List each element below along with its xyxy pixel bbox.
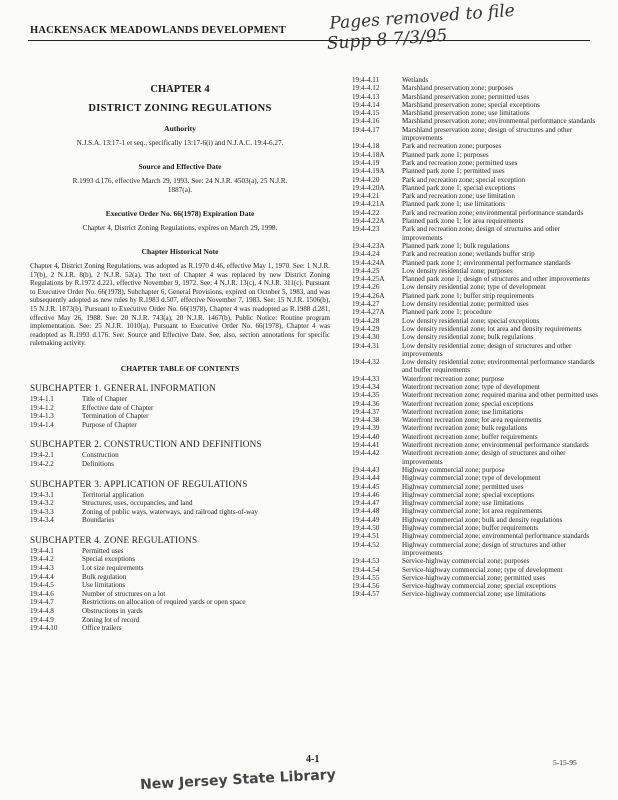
section-number: 19:4-4.45 [352,482,380,491]
toc-entry [352,524,602,532]
section-title: Planned park zone 1; special exceptions [402,183,516,192]
section-number: 19:4-4.12 [352,84,380,93]
toc-entry [352,109,602,117]
section-number: 19:4-4.27 [352,300,380,309]
toc-entry [30,564,330,573]
section-title: Low density residential zone; environmental performance standards and buffer requirements [402,358,595,375]
section-number: 19:4-4.9 [30,615,54,624]
section-title: Low density residential zone; lot area and density requirements [402,324,582,333]
section-title: Waterfront recreation zone; purpose [402,374,505,383]
toc-entry [352,76,602,84]
section-number: 19:4-4.41 [352,441,380,450]
section-number: 19:4-4.13 [352,92,380,101]
section-title: Service-highway commercial zone; use limitations [402,590,546,599]
authority-text: N.J.S.A. 13:17-1 et seq., specifically 13:17-6(i) and N.J.A.C. 19:4-6.27. [76,139,284,147]
toc-entry [352,225,602,242]
section-title: Low density residential zone; purposes [402,266,513,275]
section-number: 19:4-4.22A [352,217,385,226]
section-title: Marshland preservation zone; environmental performance standards [402,117,596,126]
toc-entry [352,308,602,316]
section-number: 19:4-4.19 [352,158,380,167]
section-number: 19:4-4.15 [352,109,380,118]
subchapter-items [30,547,330,633]
section-title: Lot size requirements [82,564,144,573]
toc-entry [352,101,602,109]
section-number: 19:4-2.1 [30,451,54,460]
toc-entry [30,412,330,421]
section-number: 19:4-4.35 [352,391,380,400]
section-number: 19:4-4.22 [352,208,380,217]
section-title: Structures, uses, occupancies, and land [82,499,193,508]
section-number: 19:4-4.25A [352,275,385,284]
section-number: 19:4-4.26A [352,291,385,300]
section-title: Termination of Chapter [82,412,149,421]
section-number: 19:4-1.2 [30,403,54,412]
section-number: 19:4-4.40 [352,432,380,441]
section-number: 19:4-4.43 [352,465,380,474]
toc-entry [352,408,602,416]
section-title: Waterfront recreation zone; use limitations [402,407,524,416]
eo-text: Chapter 4, District Zoning Regulations, expires on March 29, 1998. [82,224,278,232]
section-title: Obstructions in yards [82,607,143,616]
handwritten-note-line1: Pages removed to file [328,0,516,34]
section-title: Permitted uses [82,546,124,555]
toc-entry [352,242,602,250]
subchapter-heading: SUBCHAPTER 1. GENERAL INFORMATION [30,382,216,393]
toc-entry [352,416,602,424]
toc-entry [352,342,602,359]
toc-entry [352,292,602,300]
toc-entry [352,209,602,217]
section-title: Low density residential zone; bulk regulations [402,333,534,342]
section-title: Waterfront recreation zone; environmental performance standards [402,441,589,450]
section-title: Waterfront recreation zone; special exceptions [402,399,534,408]
section-number: 19:4-4.57 [352,590,380,599]
section-title: Highway commercial zone; design of structures and other improvements [402,540,567,557]
section-number: 19:4-3.4 [30,516,54,525]
section-title: Planned park zone 1; use limitations [402,200,506,209]
toc-entry [352,325,602,333]
chapter-title: DISTRICT ZONING REGULATIONS [88,103,272,114]
section-number: 19:4-4.54 [352,565,380,574]
history-text: Chapter 4, District Zoning Regulations, was adopted as R.1970 d.46, effective May 1, 1970. See: 1 N.J.R. 17(b), 2 N.J.R. 8(b), 2 N.J.R. 52(a). The text of Chapter 4 was replaced by new District Zoning Regulations by R.1972 d.221, effective November 9, 1972. See: 4 N.J.R. 13(c), 4 N.J.R. 311(c). Pursuant to Executive Order No. 66(1978), Subchapter 6, General Provisions, expired on October 5, 1983, and was subsequently adopted as new rules by R.1983 d.507, effective November 7, 1983. See: 15 N.J.R. 1506(b), 15 N.J.R. 1873(b). Pursuant to Executive Order No. 66(1978), Chapter 4 was readopted as R.1988 d.281, effective May 26, 1988. See: 20 N.J.R. 743(a), 20 N.J.R. 1467(b). Public Notice: Routine program implementation. See: 25 N.J.R. 1010(a). Pursuant to Executive Order No. 66(1978), Chapter 4 was readopted as R.1993 d.176. See: Source and Effective Date. See, also, section annotations for specific rulemaking activity. [30,262,330,348]
toc-entry [352,84,602,92]
toc-entry [30,598,330,607]
toc-entry [352,516,602,524]
toc-entry [352,151,602,159]
section-number: 19:4-3.1 [30,490,54,499]
toc-entry [30,573,330,582]
section-number: 19:4-4.47 [352,499,380,508]
section-number: 19:4-4.2 [30,555,54,564]
toc-entry [352,283,602,291]
toc-entry [30,624,330,633]
section-number: 19:4-4.52 [352,540,380,549]
toc-entry [30,404,330,413]
left-column [30,78,330,633]
section-title: Park and recreation zone; special exception [402,175,526,184]
section-number: 19:4-4.3 [30,564,54,573]
section-title: Title of Chapter [82,394,128,403]
section-number: 19:4-4.53 [352,557,380,566]
section-title: Planned park zone 1; permitted uses [402,167,505,176]
toc-entry [352,441,602,449]
subchapter-items [30,395,330,429]
toc-entry [352,93,602,101]
toc-entry [352,507,602,515]
section-number: 19:4-4.10 [30,624,58,633]
section-number: 19:4-4.27A [352,308,385,317]
subchapter-heading: SUBCHAPTER 3. APPLICATION OF REGULATIONS [30,478,248,489]
section-title: Planned park zone 1; bulk regulations [402,241,510,250]
section-number: 19:4-4.34 [352,382,380,391]
section-title: Highway commercial zone; lot area requirements [402,507,543,516]
section-number: 19:4-1.1 [30,394,54,403]
section-number: 19:4-4.5 [30,581,54,590]
section-title: Waterfront recreation zone; type of development [402,382,540,391]
section-title: Marshland preservation zone; purposes [402,84,514,93]
right-column [352,76,602,599]
toc-entry [352,358,602,375]
section-title: Territorial application [82,490,144,499]
section-title: Park and recreation zone; design of structures and other improvements [402,225,560,242]
chapter-label: CHAPTER 4 [150,84,210,95]
section-number: 19:4-4.21A [352,200,385,209]
eo-heading: Executive Order No. 66(1978) Expiration Date [105,209,255,218]
section-title: Zoning lot of record [82,615,140,624]
toc-entry [30,547,330,556]
section-title: Highway commercial zone; purpose [402,465,505,474]
section-number: 19:4-4.16 [352,117,380,126]
section-title: Park and recreation zone; purposes [402,142,502,151]
subchapter-heading: SUBCHAPTER 4. ZONE REGULATIONS [30,534,198,545]
section-title: Highway commercial zone; bulk and density regulations [402,515,563,524]
toc-entry [30,491,330,500]
section-number: 19:4-4.25 [352,266,380,275]
subchapter-items [30,491,330,525]
section-title: Effective date of Chapter [82,403,154,412]
section-title: Low density residential zone; special exceptions [402,316,540,325]
source-text: R.1993 d.176, effective March 29, 1993. See: 24 N.J.R. 4503(a), 25 N.J.R. 1887(a). [72,177,288,194]
section-title: Highway commercial zone; environmental performance standards [402,532,590,541]
section-number: 19:4-4.20 [352,175,380,184]
section-title: Service-highway commercial zone; type of development [402,565,563,574]
section-number: 19:4-4.26 [352,283,380,292]
section-title: Low density residential zone; type of development [402,283,546,292]
section-title: Highway commercial zone; buffer requirements [402,524,539,533]
section-title: Use limitations [82,581,126,590]
section-title: Purpose of Chapter [82,420,137,429]
toc-entry [352,200,602,208]
section-title: Planned park zone 1; environmental performance standards [402,258,571,267]
toc-entry [352,176,602,184]
section-number: 19:4-4.36 [352,399,380,408]
toc-entry [30,516,330,525]
section-list [352,76,602,599]
toc-entry [352,582,602,590]
section-number: 19:4-4.18A [352,150,385,159]
toc-entry [352,300,602,308]
section-number: 19:4-3.2 [30,499,54,508]
source-heading: Source and Effective Date [138,162,222,171]
section-number: 19:4-4.42 [352,449,380,458]
section-title: Planned park zone 1; design of structures and other improvements [402,275,590,284]
toc-entry [30,395,330,404]
section-number: 19:4-4.49 [352,515,380,524]
section-number: 19:4-4.30 [352,333,380,342]
toc-entry [352,167,602,175]
section-number: 19:4-4.20A [352,183,385,192]
section-title: Boundaries [82,516,115,525]
handwritten-note-line2: Supp 8 7/3/95 [326,25,449,55]
section-number: 19:4-4.38 [352,416,380,425]
section-number: 19:4-4.8 [30,607,54,616]
section-number: 19:4-4.33 [352,374,380,383]
section-number: 19:4-4.4 [30,572,54,581]
section-number: 19:4-4.14 [352,100,380,109]
section-number: 19:4-1.4 [30,420,54,429]
toc-entry [352,557,602,565]
toc-entry [352,192,602,200]
library-stamp: New Jersey State Library [139,766,337,794]
toc-entry [352,541,602,558]
section-number: 19:4-4.44 [352,474,380,483]
toc-heading: CHAPTER TABLE OF CONTENTS [120,363,240,373]
toc-entry [352,383,602,391]
toc-entry [352,184,602,192]
section-number: 19:4-2.2 [30,459,54,468]
section-number: 19:4-4.21 [352,192,380,201]
toc-entry [352,159,602,167]
section-title: Waterfront recreation zone; design of structures and other improvements [402,449,566,466]
toc [30,383,330,633]
handwritten-note [326,0,611,58]
toc-entry [30,616,330,625]
toc-entry [352,532,602,540]
toc-entry [352,250,602,258]
section-title: Marshland preservation zone; use limitations [402,109,530,118]
toc-entry [352,317,602,325]
section-title: Highway commercial zone; special exceptions [402,490,534,499]
toc-entry [352,424,602,432]
toc-entry [30,460,330,469]
section-number: 19:4-4.1 [30,546,54,555]
section-number: 19:4-4.7 [30,598,54,607]
section-number: 19:4-4.18 [352,142,380,151]
section-number: 19:4-4.6 [30,589,54,598]
section-number: 19:4-4.32 [352,358,380,367]
toc-entry [352,217,602,225]
section-title: Definitions [82,459,114,468]
toc-entry [352,566,602,574]
toc-entry [352,267,602,275]
section-title: Special exceptions [82,555,135,564]
section-title: Marshland preservation zone; design of structures and other improvements [402,125,573,143]
toc-entry [30,590,330,599]
toc-entry [352,333,602,341]
toc-entry [352,491,602,499]
section-number: 19:4-1.3 [30,412,54,421]
section-title: Waterfront recreation zone; required marina and other permitted uses [402,391,598,400]
toc-entry [352,259,602,267]
section-number: 19:4-4.50 [352,524,380,533]
section-number: 19:4-4.23 [352,225,380,234]
toc-entry [30,499,330,508]
page-date: 5-15-95 [553,758,577,767]
toc-entry [352,117,602,125]
section-number: 19:4-4.56 [352,582,380,591]
toc-entry [30,607,330,616]
toc-entry [352,400,602,408]
toc-entry [352,574,602,582]
section-number: 19:4-4.19A [352,167,385,176]
section-number: 19:4-4.48 [352,507,380,516]
section-number: 19:4-3.3 [30,507,54,516]
toc-entry [30,421,330,430]
running-header: HACKENSACK MEADOWLANDS DEVELOPMENT [30,25,286,36]
toc-entry [352,433,602,441]
section-number: 19:4-4.28 [352,316,380,325]
section-title: Waterfront recreation zone; buffer requirements [402,432,538,441]
toc-entry [352,275,602,283]
authority-heading: Authority [164,124,196,133]
section-title: Low density residential zone; design of structures and other improvements [402,341,572,358]
section-title: Waterfront recreation zone; bulk regulations [402,424,528,433]
section-title: Highway commercial zone; type of development [402,474,541,483]
section-number: 19:4-4.31 [352,341,380,350]
section-number: 19:4-4.23A [352,241,385,250]
section-title: Construction [82,451,119,460]
section-title: Service-highway commercial zone; purposes [402,557,530,566]
toc-entry [352,499,602,507]
section-title: Service-highway commercial zone; special exceptions [402,582,557,591]
section-number: 19:4-4.24 [352,250,380,259]
section-title: Wetlands [402,76,429,84]
section-title: Planned park zone 1; buffer strip requirements [402,291,534,300]
section-number: 19:4-4.37 [352,407,380,416]
toc-entry [352,466,602,474]
section-number: 19:4-4.24A [352,258,385,267]
section-title: Zoning of public ways, waterways, and railroad rights-of-way [82,507,258,516]
toc-entry [352,391,602,399]
toc-entry [352,142,602,150]
toc-entry [30,581,330,590]
toc-entry [352,590,602,598]
toc-entry [352,375,602,383]
section-title: Number of structures on a lot [82,589,166,598]
section-number: 19:4-4.29 [352,324,380,333]
subchapter-heading: SUBCHAPTER 2. CONSTRUCTION AND DEFINITIONS [30,439,262,450]
toc-entry [352,483,602,491]
section-number: 19:4-4.39 [352,424,380,433]
section-number: 19:4-4.55 [352,573,380,582]
toc-entry [30,508,330,517]
toc-entry [30,451,330,460]
section-title: Planned park zone 1; procedure [402,308,492,317]
section-number: 19:4-4.17 [352,125,380,134]
section-title: Planned park zone 1; lot area requirements [402,217,524,226]
section-title: Restrictions on allocation of required yards or open space [82,598,246,607]
toc-entry [352,126,602,143]
section-title: Office trailers [82,624,122,633]
section-title: Park and recreation zone; permitted uses [402,158,518,167]
section-title: Waterfront recreation zone; lot area requirements [402,416,542,425]
section-title: Park and recreation zone; environmental performance standards [402,208,584,217]
section-number: 19:4-4.11 [352,76,380,84]
history-heading: Chapter Historical Note [141,247,219,256]
section-title: Planned park zone 1; purposes [402,150,489,159]
section-title: Low density residential zone; permitted uses [402,300,529,309]
toc-entry [30,555,330,564]
toc-entry [352,474,602,482]
page-number: 4-1 [306,754,320,765]
section-number: 19:4-4.46 [352,490,380,499]
section-title: Highway commercial zone; permitted uses [402,482,524,491]
section-title: Highway commercial zone; use limitations [402,499,524,508]
section-title: Park and recreation zone; use limitation [402,192,515,201]
subchapter-items [30,451,330,468]
section-title: Park and recreation zone; wetlands buffer strip [402,250,535,259]
toc-entry [352,449,602,466]
section-number: 19:4-4.51 [352,532,380,541]
section-title: Bulk regulation [82,572,127,581]
section-title: Marshland preservation zone; permitted uses [402,92,530,101]
section-title: Marshland preservation zone; special exceptions [402,100,540,109]
section-title: Service-highway commercial zone; permitted uses [402,573,546,582]
